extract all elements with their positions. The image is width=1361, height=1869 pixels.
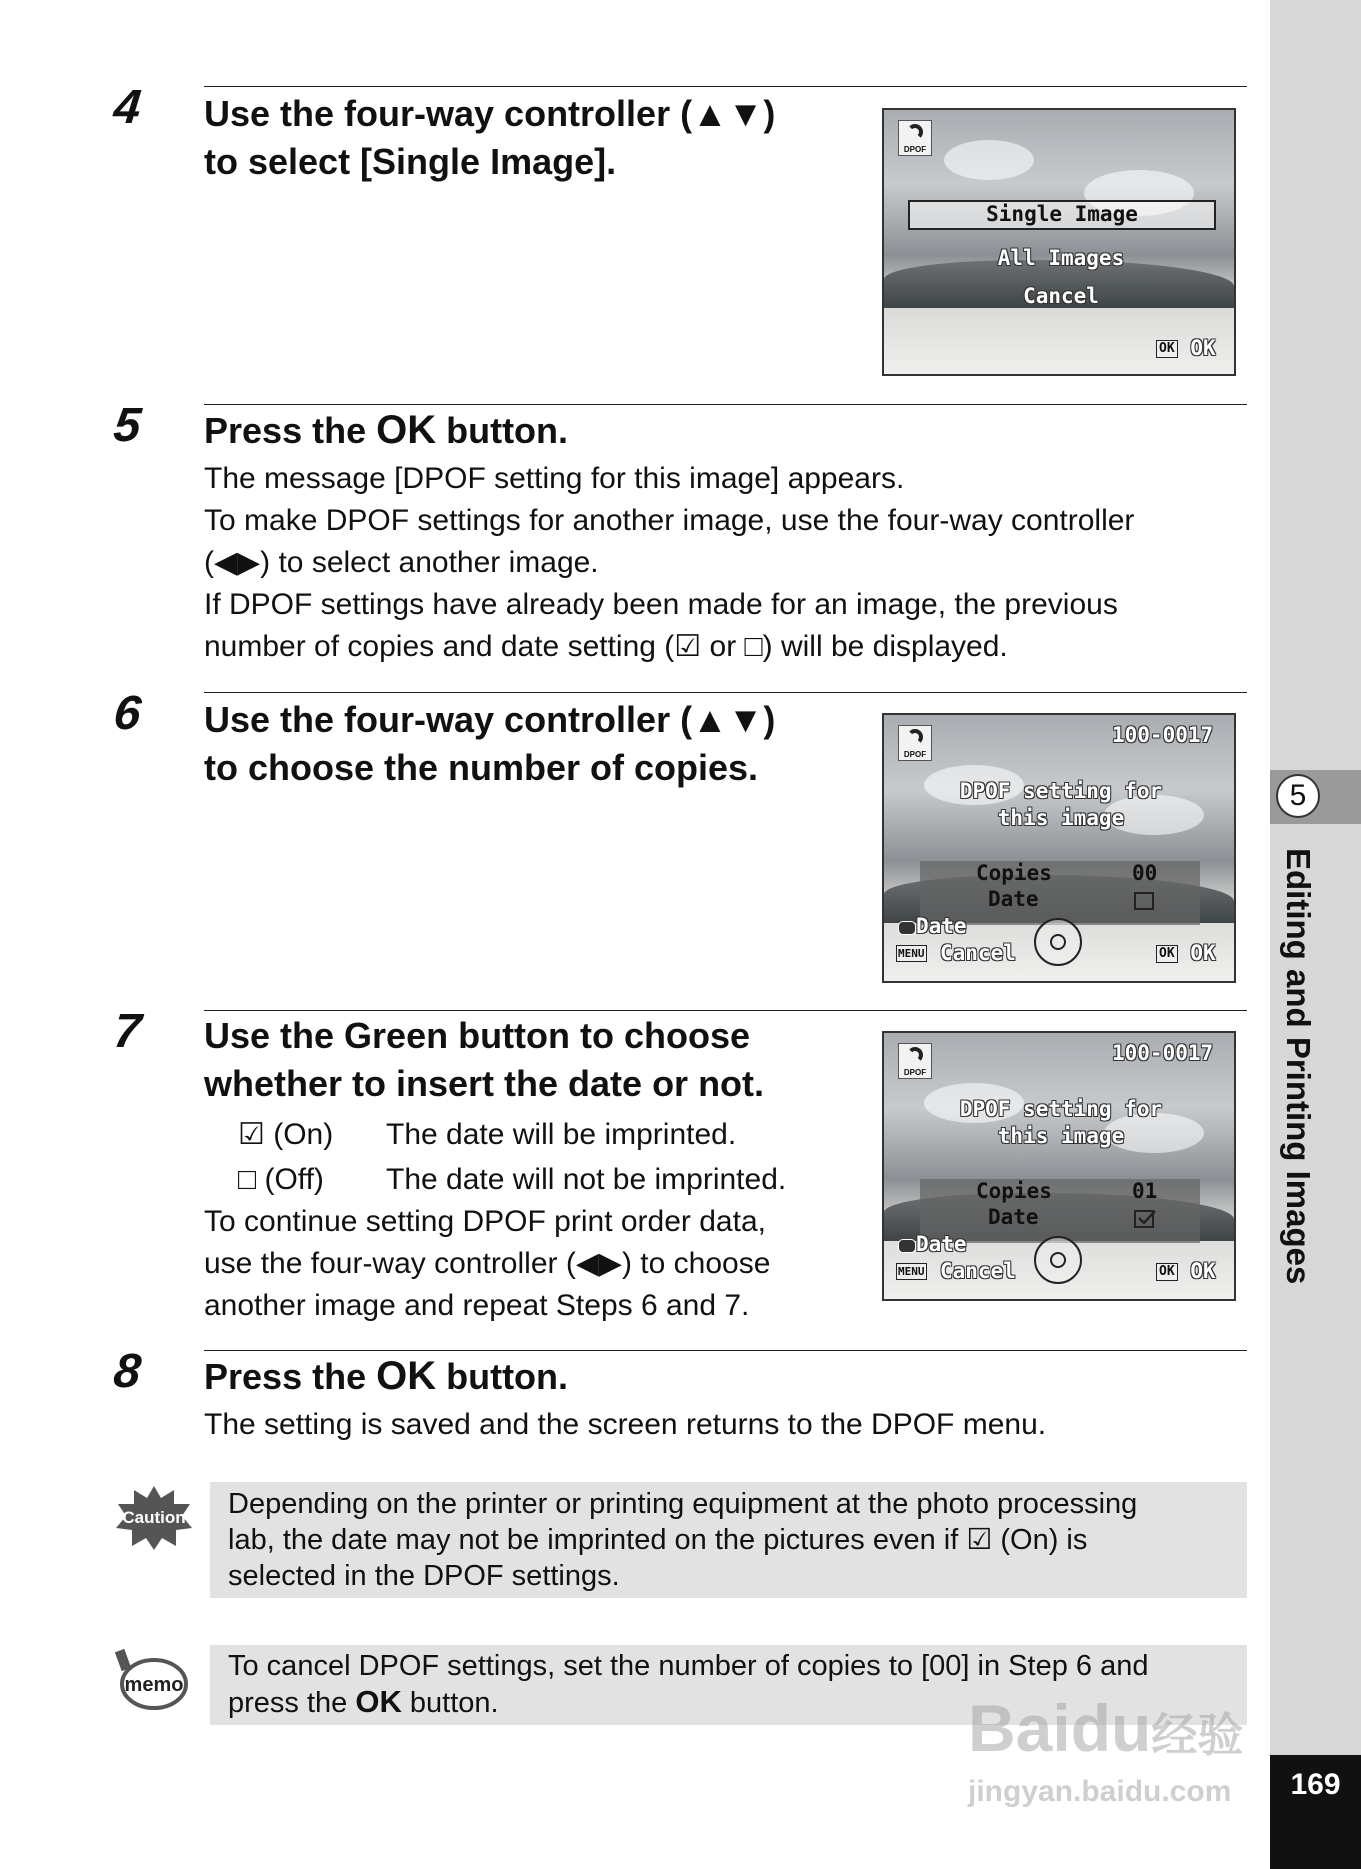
step-number: 5 [111, 399, 142, 452]
caution-line: selected in the DPOF settings. [228, 1560, 620, 1592]
on-option-label: ☑ (On) [238, 1118, 334, 1151]
camera-screen-copies [882, 713, 1236, 983]
heading-line: Use the four-way controller (▲▼) [204, 699, 776, 740]
dpof-icon: DPOF [898, 725, 932, 761]
green-date-label: Date [916, 914, 967, 938]
step-heading [204, 1012, 764, 1108]
file-number: 100-0017 [1112, 723, 1214, 747]
menu-option-cancel[interactable]: Cancel [1023, 284, 1099, 308]
svg-text:Caution: Caution [122, 1508, 186, 1527]
step-divider [204, 404, 1247, 405]
copies-label: Copies [976, 1179, 1052, 1203]
chapter-title: Editing and Printing Images [1280, 848, 1317, 1285]
baidu-watermark: Baidu经验 [968, 1691, 1244, 1765]
cancel-label: Cancel [940, 1259, 1016, 1283]
off-option-desc: The date will not be imprinted. [386, 1163, 787, 1196]
caution-line: Depending on the printer or printing equipment at the photo processing [228, 1488, 1138, 1520]
dpof-message: DPOF setting for [959, 779, 1163, 803]
step-number: 4 [111, 81, 142, 134]
memo-line: To cancel DPOF settings, set the number of copies to [00] in Step 6 and [228, 1650, 1149, 1682]
ok-indicator: OK OK [1156, 1259, 1216, 1283]
step-heading: Press the OK button. [204, 408, 569, 452]
heading-line: Use the Green button to choose [204, 1015, 751, 1056]
step-number: 6 [111, 687, 142, 740]
step-number: 7 [111, 1005, 142, 1058]
date-label: Date [988, 887, 1039, 911]
heading-line: whether to insert the date or not. [204, 1063, 765, 1104]
body-line: The message [DPOF setting for this image] appears. [204, 462, 905, 495]
camera-screen-select [882, 108, 1236, 376]
menu-option-all[interactable]: All Images [997, 246, 1125, 270]
green-button-icon [898, 921, 916, 935]
step-divider [204, 1350, 1247, 1351]
on-option-desc: The date will be imprinted. [386, 1118, 737, 1151]
step-divider [204, 692, 1247, 693]
file-number: 100-0017 [1112, 1041, 1214, 1065]
step-divider [204, 1010, 1247, 1011]
ok-indicator: OK OK [1156, 336, 1216, 360]
dpof-icon: DPOF [898, 1043, 932, 1079]
heading-line: to choose the number of copies. [204, 747, 759, 788]
copies-value[interactable]: 01 [1132, 1179, 1158, 1203]
cancel-label: Cancel [940, 941, 1016, 965]
step-heading [204, 696, 775, 792]
body-line: use the four-way controller (◀▶) to choose [204, 1247, 771, 1280]
step-body [204, 458, 1134, 668]
dpof-message: this image [997, 1124, 1125, 1148]
four-way-controller-icon [1034, 918, 1082, 966]
body-line: To make DPOF settings for another image, use the four-way controller [204, 504, 1135, 537]
caution-text [228, 1486, 1137, 1594]
copies-value[interactable]: 00 [1132, 861, 1158, 885]
step-heading: Press the OK button. [204, 1354, 569, 1398]
body-line: another image and repeat Steps 6 and 7. [204, 1289, 750, 1322]
dpof-message: this image [997, 806, 1125, 830]
body-line: If DPOF settings have already been made for an image, the previous [204, 588, 1118, 621]
step-body [204, 1404, 1046, 1446]
svg-text:memo: memo [124, 1674, 184, 1696]
step-body [204, 1201, 770, 1327]
off-option-label: □ (Off) [238, 1163, 324, 1196]
body-line: The setting is saved and the screen returns to the DPOF menu. [204, 1408, 1047, 1441]
body-line: To continue setting DPOF print order data, [204, 1205, 766, 1238]
date-checkbox[interactable] [1134, 892, 1154, 910]
caution-line: lab, the date may not be imprinted on the pictures even if ☑ (On) is [228, 1524, 1088, 1556]
body-line: number of copies and date setting (☑ or □) will be displayed. [204, 630, 1008, 663]
caution-icon [114, 1484, 194, 1552]
heading-line: Use the four-way controller (▲▼) [204, 93, 776, 134]
baidu-watermark-url: jingyan.baidu.com [968, 1775, 1232, 1808]
green-button-icon [898, 1239, 916, 1253]
ok-indicator: OK OK [1156, 941, 1216, 965]
menu-key: MENU [898, 947, 925, 960]
step-heading [204, 90, 775, 186]
copies-label: Copies [976, 861, 1052, 885]
memo-line: press the OK button. [228, 1684, 499, 1719]
green-date-label: Date [916, 1232, 967, 1256]
menu-key: MENU [898, 1265, 925, 1278]
step-divider [204, 86, 1247, 87]
heading-line: to select [Single Image]. [204, 141, 617, 182]
checkmark-icon [1136, 1209, 1156, 1227]
camera-screen-date [882, 1031, 1236, 1301]
page-number: 169 [1290, 1768, 1341, 1801]
dpof-message: DPOF setting for [959, 1097, 1163, 1121]
body-line: (◀▶) to select another image. [204, 546, 599, 579]
menu-option-single[interactable]: Single Image [986, 202, 1138, 226]
memo-icon [114, 1648, 190, 1712]
dpof-icon: DPOF [898, 120, 932, 156]
date-checkbox[interactable] [1134, 1210, 1154, 1228]
four-way-controller-icon [1034, 1236, 1082, 1284]
step-number: 8 [111, 1345, 142, 1398]
chapter-number: 5 [1276, 774, 1320, 818]
date-label: Date [988, 1205, 1039, 1229]
